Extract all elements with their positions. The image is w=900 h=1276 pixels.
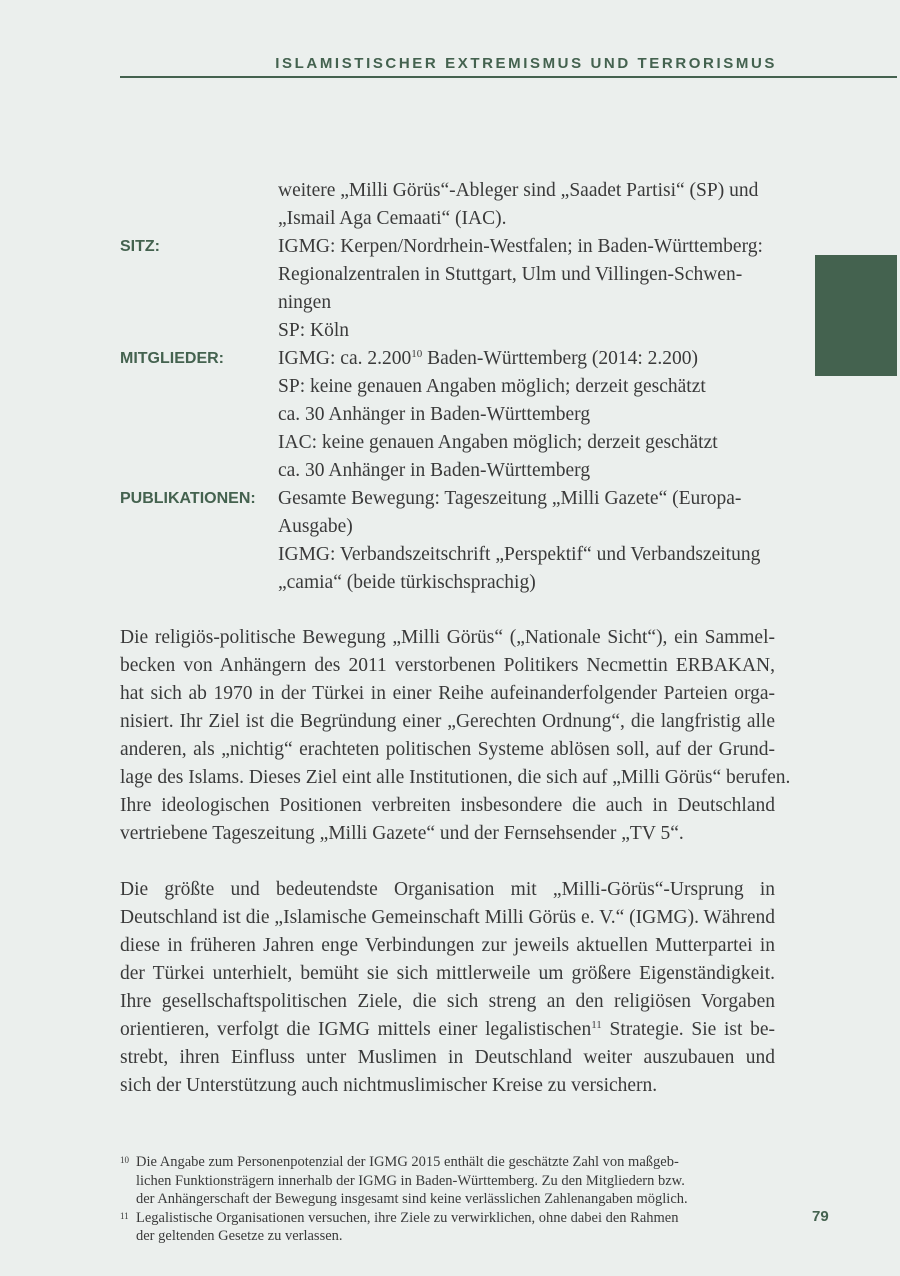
fact-row-mitglieder [120,345,780,485]
running-header [120,54,897,78]
fact-label-publikationen: PUBLIKATIONEN: [120,490,256,507]
text-line: SP: Köln [278,320,349,341]
text-line [120,1016,775,1044]
footnote-line: der geltenden Gesetze zu verlassen. [136,1228,343,1244]
text-segment: IGMG: ca. 2.200 [278,348,412,369]
paragraph-igmg [120,876,775,1100]
text-line: IAC: keine genauen Angaben möglich; derzeit geschätzt [278,432,718,453]
text-line: lage des Islams. Dieses Ziel eint alle Institutionen, die sich auf „Milli Görüs“ berufen. [120,767,791,788]
fact-row-sitz [120,233,780,345]
fact-value-publikationen [278,485,780,597]
text-line: strebt, ihren Einfluss unter Muslimen in Deutschland weiter auszubauen und [120,1047,775,1068]
footnote-number: 10 [120,1155,129,1165]
text-segment: Baden-Württemberg (2014: 2.200) [422,348,699,369]
footnote-11 [120,1209,792,1246]
text-line: becken von Anhängern des 2011 verstorbenen Politikers Necmettin ERBAKAN, [120,655,775,676]
text-line: IGMG: Verbandszeitschrift „Perspektif“ und Verbandszeitung [278,544,761,565]
fact-row-intro [120,177,780,233]
fact-table [120,177,780,597]
fact-label-mitglieder: MITGLIEDER: [120,350,224,367]
text-line: ca. 30 Anhänger in Baden-Württemberg [278,460,591,481]
text-line: weitere „Milli Görüs“-Ableger sind „Saadet Partisi“ (SP) und [278,180,759,201]
text-line: „camia“ (beide türkischsprachig) [278,572,536,593]
footnote-number: 11 [120,1210,129,1221]
text-line: SP: keine genauen Angaben möglich; derzeit geschätzt [278,376,706,397]
text-line: Regionalzentralen in Stuttgart, Ulm und Villingen-Schwen- [278,264,743,285]
fact-value-intro [278,177,780,233]
footnote-line: Legalistische Organisationen versuchen, ihre Ziele zu verwirklichen, ohne dabei den Rahmen [136,1209,679,1226]
footnote-reference[interactable]: 11 [591,1019,602,1031]
text-line: nisiert. Ihr Ziel ist die Begründung einer „Gerechten Ordnung“, die langfristig alle [120,711,775,732]
text-line [278,345,780,373]
text-line: Ihre ideologischen Positionen verbreiten insbesondere die auch in Deutschland [120,795,775,816]
footnote-line: der Anhängerschaft der Bewegung insgesamt sind keine verlässlichen Zahlenangaben möglich. [136,1191,688,1207]
fact-label-sitz: SITZ: [120,238,160,255]
footnote-10 [120,1153,792,1209]
text-line: anderen, als „nichtig“ erachteten politischen Systeme ablösen soll, auf der Grund- [120,739,775,760]
text-line: Gesamte Bewegung: Tageszeitung „Milli Gazete“ (Europa- [278,488,742,509]
footnote-line: Die Angabe zum Personenpotenzial der IGMG 2015 enthält die geschätzte Zahl von maßgeb- [136,1154,679,1170]
fact-value-mitglieder [278,345,780,485]
text-line: Deutschland ist die „Islamische Gemeinschaft Milli Görüs e. V.“ (IGMG). Während [120,907,775,928]
text-line: ca. 30 Anhänger in Baden-Württemberg [278,404,591,425]
fact-value-sitz [278,233,780,345]
page-number: 79 [812,1208,829,1225]
text-line: Die religiös-politische Bewegung „Milli Görüs“ („Nationale Sicht“), ein Sammel- [120,627,775,648]
text-line: Die größte und bedeutendste Organisation mit „Milli-Görüs“-Ursprung in [120,879,775,900]
running-title: ISLAMISTISCHER EXTREMISMUS UND TERRORISMUS [275,55,777,72]
text-line: ningen [278,292,332,313]
text-line: diese in früheren Jahren enge Verbindungen zur jeweils aktuellen Mutterpartei in [120,935,775,956]
text-segment: orientieren, verfolgt die IGMG mittels einer legalistischen [120,1019,592,1040]
text-line: IGMG: Kerpen/Nordrhein-Westfalen; in Baden-Württemberg: [278,236,763,257]
footnote-reference[interactable]: 10 [411,348,423,360]
footnotes [120,1153,792,1246]
chapter-tab-marker [815,255,897,376]
text-line: vertriebene Tageszeitung „Milli Gazete“ und der Fernsehsender „TV 5“. [120,823,684,844]
fact-row-publikationen [120,485,780,597]
text-line: sich der Unterstützung auch nichtmuslimischer Kreise zu versichern. [120,1075,658,1096]
text-line: Ausgabe) [278,516,353,537]
text-segment: Strategie. Sie ist be- [601,1019,775,1040]
text-line: der Türkei unterhielt, bemüht sie sich mittlerweile um größere Eigenständigkeit. [120,963,775,984]
paragraph-milli-goerues [120,624,791,848]
text-line: Ihre gesellschaftspolitischen Ziele, die sich streng an den religiösen Vorgaben [120,991,775,1012]
footnote-line: lichen Funktionsträgern innerhalb der IGMG in Baden-Württemberg. Zu den Mitgliedern bzw. [136,1172,685,1189]
text-line: hat sich ab 1970 in der Türkei in einer Reihe aufeinanderfolgender Parteien orga- [120,683,775,704]
text-line: „Ismail Aga Cemaati“ (IAC). [278,208,507,229]
